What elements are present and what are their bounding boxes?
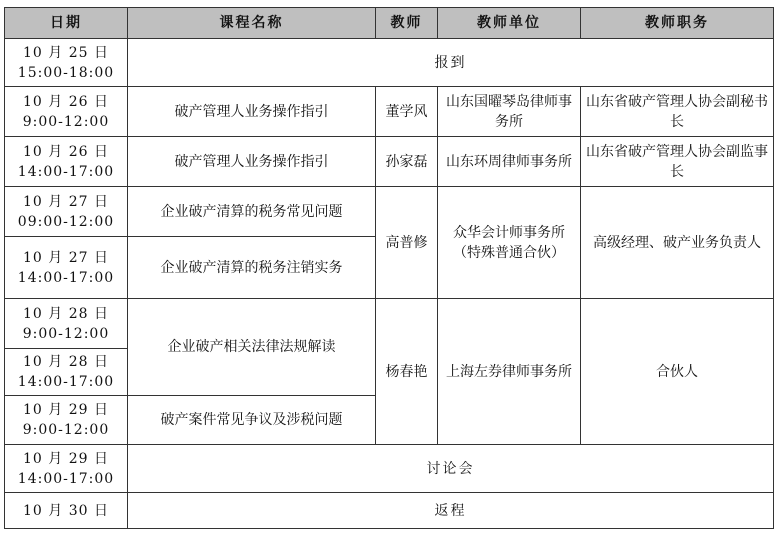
course-schedule-table	[4, 7, 774, 529]
title-cell: 合伙人	[581, 299, 774, 445]
date-day: 10 月 25 日	[23, 44, 109, 61]
date-day: 10 月 29 日	[23, 450, 109, 467]
date-day: 10 月 30 日	[23, 502, 109, 519]
date-time: 14:00-17:00	[17, 470, 115, 487]
date-time: 15:00-18:00	[17, 64, 115, 81]
date-cell	[5, 493, 128, 529]
date-day: 10 月 28 日	[23, 305, 109, 322]
date-day: 10 月 26 日	[23, 93, 109, 110]
date-day: 10 月 29 日	[23, 402, 109, 418]
date-cell	[5, 87, 128, 137]
table-row	[5, 87, 774, 137]
course-cell: 破产案件常见争议及涉税问题	[128, 396, 376, 445]
unit-cell: 山东环周律师事务所	[438, 137, 581, 187]
unit-cell: 山东国曜琴岛律师事务所	[438, 87, 581, 137]
header-title: 教师职务	[581, 8, 774, 39]
date-day: 10 月 26 日	[23, 143, 109, 160]
header-row	[5, 8, 774, 39]
date-time: 09:00-12:00	[17, 213, 115, 230]
header-unit: 教师单位	[438, 8, 581, 39]
header-teacher: 教师	[376, 8, 438, 39]
date-time: 9:00-12:00	[22, 113, 110, 130]
title-cell: 山东省破产管理人协会副监事长	[581, 137, 774, 187]
course-cell: 破产管理人业务操作指引	[128, 137, 376, 187]
table-row	[5, 39, 774, 87]
table-row	[5, 299, 774, 349]
date-day: 10 月 27 日	[23, 249, 109, 266]
teacher-cell: 董学风	[376, 87, 438, 137]
unit-cell: 众华会计师事务所（特殊普通合伙）	[438, 187, 581, 299]
course-cell: 企业破产相关法律法规解读	[128, 299, 376, 396]
date-time: 9:00-12:00	[22, 422, 110, 438]
date-cell	[5, 349, 128, 396]
title-cell: 高级经理、破产业务负责人	[581, 187, 774, 299]
table-row	[5, 187, 774, 237]
course-cell: 企业破产清算的税务常见问题	[128, 187, 376, 237]
teacher-cell: 孙家磊	[376, 137, 438, 187]
course-cell: 破产管理人业务操作指引	[128, 87, 376, 137]
date-cell	[5, 39, 128, 87]
unit-cell: 上海左券律师事务所	[438, 299, 581, 445]
header-date: 日期	[5, 8, 128, 39]
course-cell: 企业破产清算的税务注销实务	[128, 237, 376, 299]
teacher-cell: 高普修	[376, 187, 438, 299]
date-cell	[5, 396, 128, 445]
date-cell	[5, 299, 128, 349]
table-row	[5, 445, 774, 493]
date-cell	[5, 237, 128, 299]
note-cell-checkin: 报到	[128, 39, 774, 87]
date-cell	[5, 187, 128, 237]
header-course: 课程名称	[128, 8, 376, 39]
date-time: 9:00-12:00	[22, 325, 110, 342]
teacher-cell: 杨春艳	[376, 299, 438, 445]
table-row	[5, 493, 774, 529]
date-cell	[5, 445, 128, 493]
date-day: 10 月 27 日	[23, 193, 109, 210]
title-cell: 山东省破产管理人协会副秘书长	[581, 87, 774, 137]
date-time: 14:00-17:00	[17, 163, 115, 180]
note-cell-discussion: 讨论会	[128, 445, 774, 493]
date-time: 14:00-17:00	[17, 269, 115, 286]
date-cell	[5, 137, 128, 187]
date-time: 14:00-17:00	[17, 374, 115, 390]
table-row	[5, 137, 774, 187]
note-cell-return: 返程	[128, 493, 774, 529]
date-day: 10 月 28 日	[23, 354, 109, 370]
